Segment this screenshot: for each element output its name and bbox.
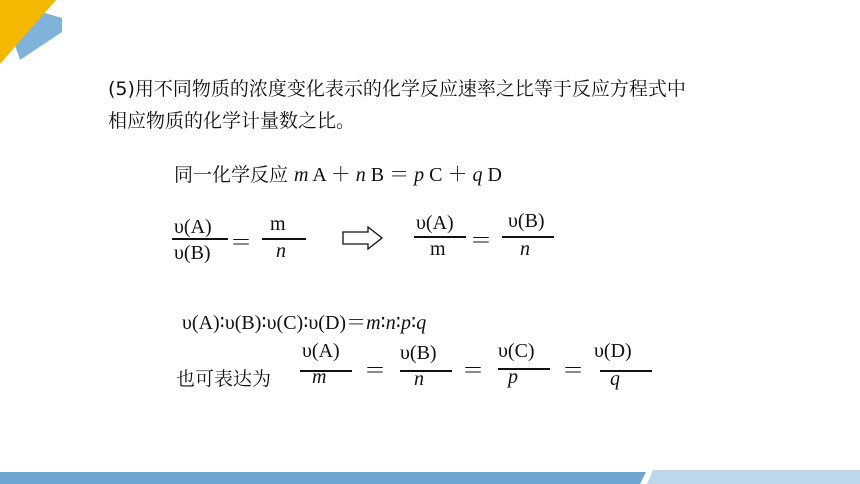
- species-d: D: [482, 164, 502, 186]
- express-frac-3-bar: [498, 368, 550, 370]
- paragraph-line-2: 相应物质的化学计量数之比。: [108, 110, 356, 132]
- frac-right-equals: ＝: [470, 228, 493, 253]
- paragraph-line-1: (5)用不同物质的浓度变化表示的化学反应速率之比等于反应方程式中: [108, 78, 686, 100]
- express-frac-1-numerator: υ(A): [302, 340, 340, 362]
- equation-prefix: 同一化学反应: [174, 164, 295, 186]
- coef-p: p: [414, 164, 425, 186]
- express-label: 也可表达为: [176, 368, 272, 390]
- corner-decoration: [0, 0, 70, 66]
- plus-sign-2: ＋: [442, 164, 473, 186]
- express-equals-3: ＝: [562, 358, 585, 383]
- coef-m: m: [294, 164, 309, 186]
- express-frac-2-numerator: υ(B): [400, 342, 437, 364]
- frac-right-denominator-1: m: [430, 238, 446, 260]
- frac-left-rhs-denominator: n: [276, 240, 286, 262]
- ratio-colon-3: ∶: [410, 312, 417, 334]
- ratio-colon-1: ∶: [380, 312, 386, 334]
- express-frac-4-numerator: υ(D): [594, 340, 632, 362]
- frac-right-denominator-2: n: [520, 238, 530, 260]
- bottom-bar-blue: [0, 472, 646, 484]
- frac-left-rhs-numerator: m: [270, 213, 286, 235]
- express-frac-1-denominator: m: [312, 366, 327, 388]
- coef-n: n: [355, 164, 366, 186]
- coef-q: q: [472, 164, 483, 186]
- bottom-bar-light: [647, 470, 860, 484]
- frac-left-numerator: υ(A): [174, 216, 212, 238]
- frac-left-equals: ＝: [230, 230, 253, 255]
- express-equals-1: ＝: [364, 358, 387, 383]
- frac-left-denominator: υ(B): [174, 242, 211, 264]
- frac-left-bar: [172, 238, 228, 240]
- ratio-rates: υ(A)∶υ(B)∶υ(C)∶υ(D)＝: [182, 312, 367, 334]
- express-frac-2-denominator: n: [414, 368, 424, 390]
- species-c: C: [424, 164, 443, 186]
- ratio-line: [182, 306, 426, 335]
- ratio-colon-2: ∶: [395, 312, 401, 334]
- ratio-m: m: [366, 312, 381, 334]
- reaction-equation: [174, 158, 502, 187]
- bottom-bar: [0, 470, 860, 484]
- express-equals-2: ＝: [462, 358, 485, 383]
- ratio-q: q: [416, 312, 427, 334]
- express-frac-4-bar: [600, 370, 652, 372]
- implies-arrow-icon: [342, 226, 384, 250]
- express-frac-3-numerator: υ(C): [498, 340, 535, 362]
- plus-sign: ＋: [325, 164, 356, 186]
- equals-sign: ＝: [384, 164, 415, 186]
- express-frac-4-denominator: q: [610, 368, 620, 390]
- express-frac-3-denominator: p: [508, 366, 518, 388]
- species-a: A: [308, 164, 326, 186]
- ratio-n: n: [385, 312, 396, 334]
- species-b: B: [365, 164, 385, 186]
- frac-right-numerator-2: υ(B): [508, 210, 545, 232]
- ratio-p: p: [400, 312, 411, 334]
- frac-right-numerator-1: υ(A): [416, 212, 454, 234]
- express-frac-2-bar: [400, 370, 452, 372]
